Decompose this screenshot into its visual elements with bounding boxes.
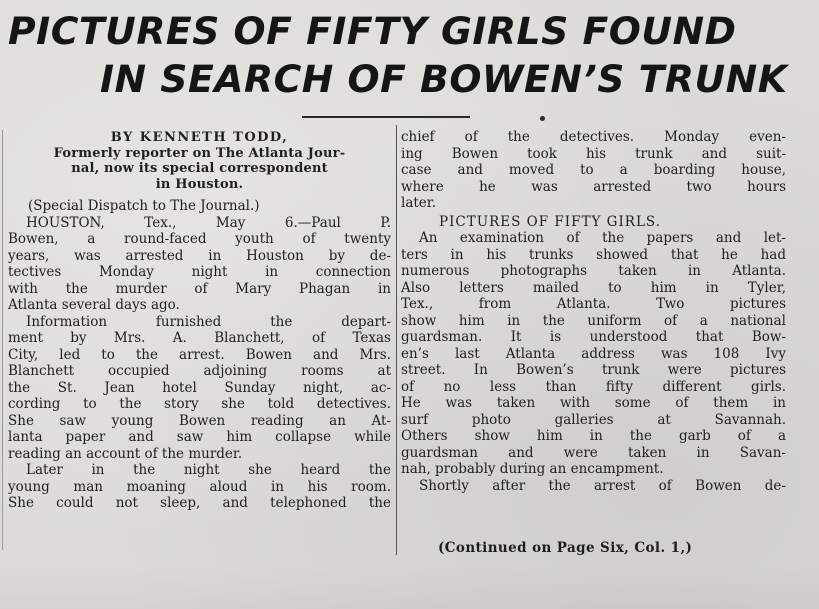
text-line: years, was arrested in Houston by de- <box>8 247 391 264</box>
text-line: guardsman and were taken in Savan- <box>401 444 786 461</box>
text-line: nah, probably during an encampment. <box>401 461 664 477</box>
text-line: Tex., from Atlanta. Two pictures <box>401 296 786 312</box>
text-line: Others show him in the garb of a <box>401 428 786 444</box>
right-column-body-top <box>401 129 786 212</box>
text-line: Shortly after the arrest of Bowen de- <box>419 477 786 494</box>
text-line: with the murder of Mary Phagan in <box>8 280 391 297</box>
headline-rule <box>302 116 470 118</box>
text-line: show him in the uniform of a national <box>401 312 786 329</box>
headline-line-2: IN SEARCH OF BOWEN’S TRUNK <box>100 58 788 101</box>
text-line: HOUSTON, Tex., May 6.—Paul P. <box>26 214 391 231</box>
right-column-body-bottom <box>401 230 786 494</box>
text-line: later. <box>401 195 437 211</box>
text-line: ters in his trunks showed that he had <box>401 246 786 263</box>
text-line: ment by Mrs. A. Blanchett, of Texas <box>8 330 391 346</box>
text-line: Information furnished the depart- <box>26 313 391 330</box>
left-column-body <box>8 215 391 512</box>
text-line: He was taken with some of them in <box>401 395 786 411</box>
text-line: of no less than fifty different girls. <box>401 378 786 395</box>
text-line: the St. Jean hotel Sunday night, ac- <box>8 379 391 396</box>
continued-notice: (Continued on Page Six, Col. 1,) <box>438 540 693 556</box>
ornament-dot <box>540 116 545 121</box>
section-subhead: PICTURES OF FIFTY GIRLS. <box>439 213 661 230</box>
text-line: Bowen, a round-faced youth of twenty <box>8 231 391 247</box>
text-line: chief of the detectives. Monday even- <box>401 129 786 145</box>
text-line: Later in the night she heard the <box>26 462 391 478</box>
text-line: street. In Bowen’s trunk were pictures <box>401 362 786 378</box>
byline <box>8 130 391 192</box>
byline-author: BY KENNETH TODD, <box>110 130 289 145</box>
text-line: She could not sleep, and telephoned the <box>8 495 391 511</box>
text-line: Blanchett occupied adjoining rooms at <box>8 363 391 379</box>
byline-credentials-1: Formerly reporter on The Atlanta Jour- <box>53 145 346 161</box>
paper-shadow <box>0 565 819 609</box>
left-edge-rule <box>2 130 3 550</box>
column-divider <box>396 125 397 555</box>
text-line: Atlanta several days ago. <box>8 297 180 313</box>
right-column <box>401 129 786 494</box>
byline-credentials-2: nal, now its special correspondent <box>71 161 328 176</box>
text-line: Also letters mailed to him in Tyler, <box>401 279 786 296</box>
headline-line-1: PICTURES OF FIFTY GIRLS FOUND <box>8 10 737 53</box>
text-line: where he was arrested two hours <box>401 178 786 195</box>
dispatch-credit: (Special Dispatch to The Journal.) <box>28 198 260 214</box>
text-line: young man moaning aloud in his room. <box>8 478 391 495</box>
text-line: ing Bowen took his trunk and suit- <box>401 145 786 162</box>
left-column <box>8 130 391 512</box>
text-line: She saw young Bowen reading an At- <box>8 412 391 429</box>
text-line: lanta paper and saw him collapse while <box>8 429 391 445</box>
text-line: cording to the story she told detectives. <box>8 396 391 412</box>
text-line: guardsman. It is understood that Bow- <box>401 329 786 345</box>
byline-credentials-3: in Houston. <box>155 176 244 192</box>
text-line: tectives Monday night in connection <box>8 264 391 280</box>
text-line: en’s last Atlanta address was 108 Ivy <box>401 345 786 362</box>
text-line: surf photo galleries at Savannah. <box>401 411 786 428</box>
text-line: numerous photographs taken in Atlanta. <box>401 263 786 279</box>
text-line: reading an account of the murder. <box>8 445 243 462</box>
text-line: An examination of the papers and let- <box>419 230 786 246</box>
text-line: City, led to the arrest. Bowen and Mrs. <box>8 346 391 363</box>
text-line: case and moved to a boarding house, <box>401 162 786 178</box>
